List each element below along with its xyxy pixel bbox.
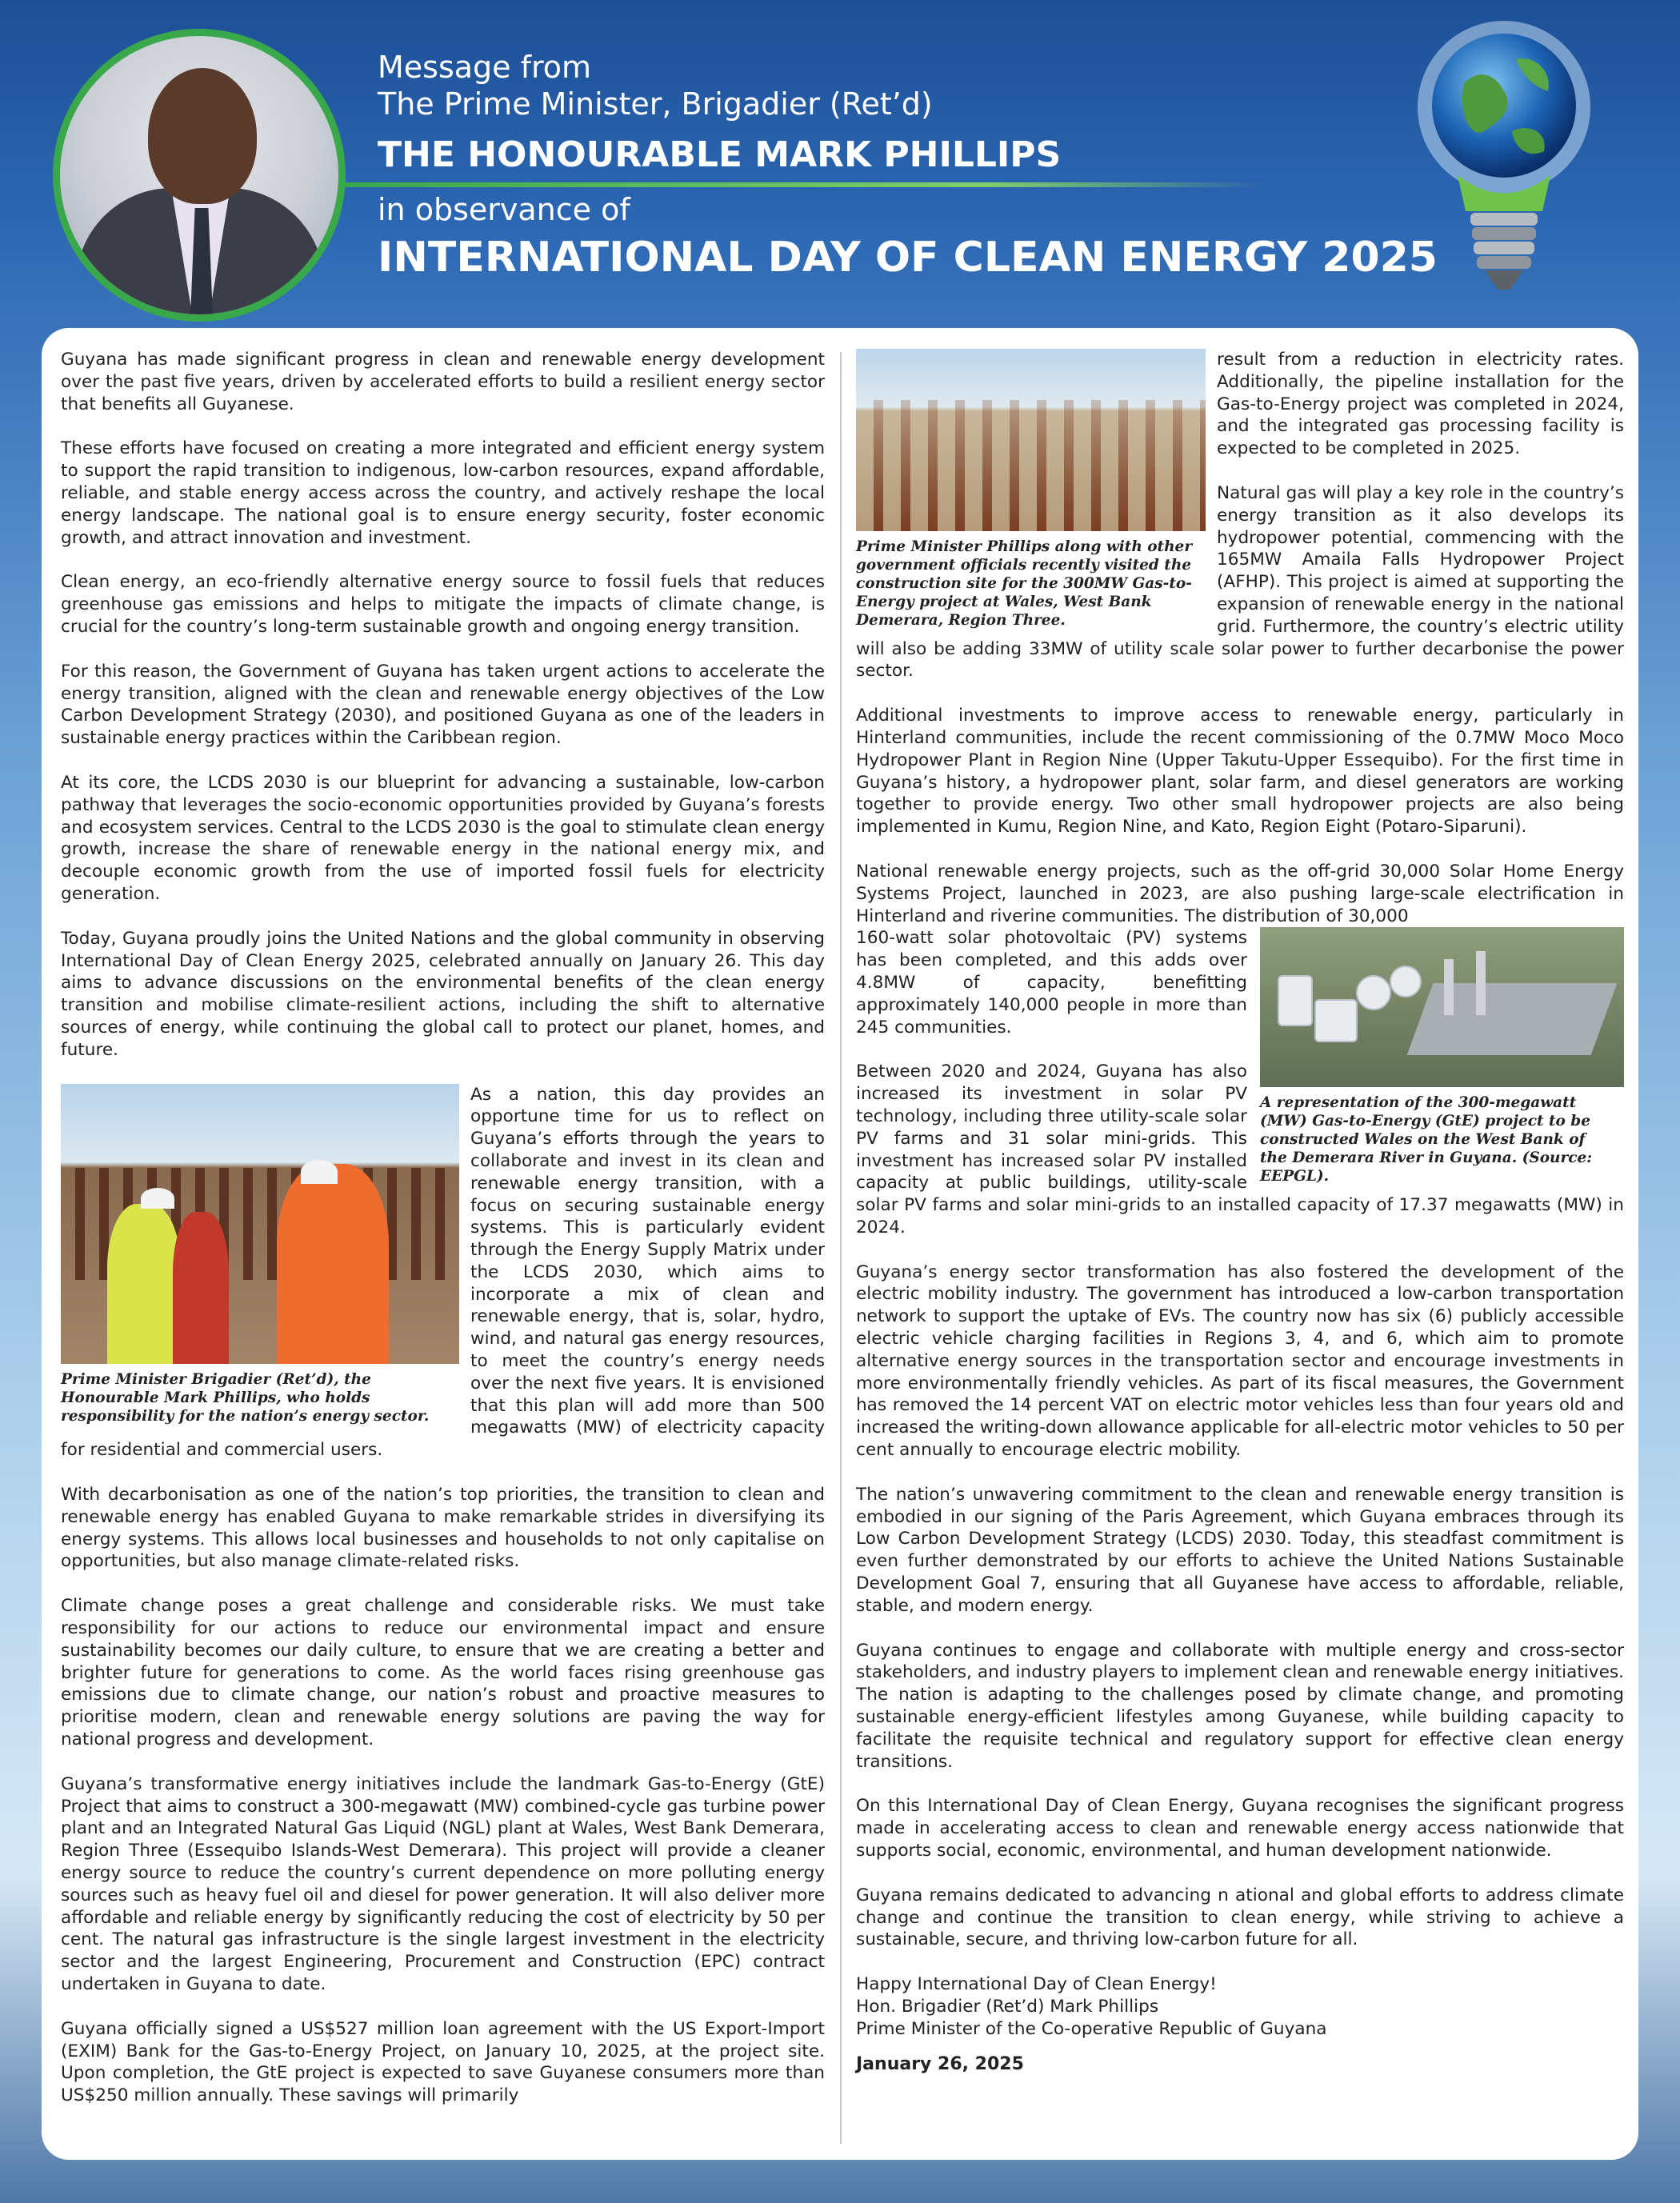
paragraph: National renewable energy projects, such as the off-grid 30,000 Solar Home Energy Systems Project, launched in 2023, are also pushing large-scale electrification in Hinterland and riverine communities. The distribution of 30,000	[856, 861, 1624, 926]
paragraph: On this International Day of Clean Energy, Guyana recognises the significant progress made in accelerating access to clean and renewable energy access nationwide that supports social, economic, environmental, and human development nationwide.	[856, 1796, 1624, 1861]
construction-photo-figure	[856, 349, 1206, 630]
observance-label: in observance of	[378, 192, 630, 227]
pm-title-line: The Prime Minister, Brigadier (Ret’d)	[378, 86, 933, 122]
paragraph: 160-watt solar photovoltaic (PV) systems has been completed, and this adds over 4.8MW of capacity, benefitting approximately 140,000 people in more than 245 communities.	[856, 928, 1247, 1038]
paragraph: For this reason, the Government of Guyana has taken urgent actions to accelerate the energy transition, aligned with the clean and renewable energy objectives of the Low Carbon Development Strategy (2030), and positioned Guyana as one of the leaders in sustainable energy practices within the Caribbean region.	[61, 661, 825, 749]
signoff-title: Prime Minister of the Co-operative Republic of Guyana	[856, 2018, 1327, 2039]
message-from-label: Message from	[378, 50, 592, 85]
paragraph: At its core, the LCDS 2030 is our blueprint for advancing a sustainable, low-carbon pathway that leverages the socio-economic opportunities provided by Guyana’s forests and ecosystem services. Central to the LCDS 2030 is the goal to stimulate clean energy growth, increase the share of renewable energy in the national energy mix, and decouple economic growth from the use of imported fossil fuels for electricity generation.	[61, 772, 825, 904]
paragraph: With decarbonisation as one of the nation’s top priorities, the transition to clean and renewable energy has enabled Guyana to make remarkable strides in diversifying its energy systems. This allows local businesses and households to not only capitalise on opportunities, but also manage climate-related risks.	[61, 1485, 825, 1572]
paragraph: Today, Guyana proudly joins the United Nations and the global community in observing International Day of Clean Energy 2025, celebrated annually on January 26. This day aims to advance discussions on the environmental benefits of the clean energy transition and mobilise climate-resilient actions, including the shift to alternative sources of energy, while continuing the global call to protect our planet, homes, and future.	[61, 928, 825, 1060]
paragraph: result from a reduction in electricity rates. Additionally, the pipeline installation for the Gas-to-Energy project was completed in 2024, and the integrated gas processing facility is expected to be completed in 2025.	[1217, 350, 1624, 459]
paragraph: Guyana’s transformative energy initiatives include the landmark Gas-to-Energy (GtE) Project that aims to construct a 300-megawatt (MW) combined-cycle gas turbine power plant and an Integrated Natural Gas Liquid (NGL) plant at Wales, West Bank Demerara, Region Three (Essequibo Islands-West Demerara). This project will provide a cleaner energy source to reduce the country’s current dependence on more polluting energy sources such as heavy fuel oil and diesel for power generation. It will also deliver more affordable and reliable energy by significantly reducing the cost of electricity by 50 per cent. The natural gas infrastructure is the single largest investment in the electricity sector and the largest Engineering, Procurement and Construction (EPC) contract undertaken in Guyana to date.	[61, 1773, 825, 1994]
gte-rendering-figure	[1260, 927, 1624, 1185]
paragraph: Additional investments to improve access to renewable energy, particularly in Hinterland communities, include the recent commissioning of the 0.7MW Moco Moco Hydropower Plant in Region Nine (Upper Takutu-Upper Essequibo). For the first time in Guyana’s history, a hydropower plant, solar farm, and diesel generators are working together to provide energy. Two other small hydropower projects are also being implemented in Kumu, Region Nine, and Kato, Region Eight (Potaro-Siparuni).	[856, 706, 1624, 838]
left-column	[61, 349, 825, 2129]
pm-site-visit-photo	[61, 1084, 459, 1364]
photo-caption: A representation of the 300-megawatt (MW) Gas-to-Energy (GtE) project to be constructed Wales on the West Bank of the Demerara River in Guyana. (Source: EEPGL).	[1260, 1094, 1593, 1185]
page-title: INTERNATIONAL DAY OF CLEAN ENERGY 2025	[378, 234, 1438, 282]
gte-plant-rendering	[1260, 927, 1624, 1087]
paragraph: Guyana’s energy sector transformation has also fostered the development of the electric mobility industry. The government has introduced a low-carbon transportation network to support the uptake of EVs. The country now has six (6) publicly accessible electric vehicle charging facilities in Regions 3, 4, and 6, which aim to promote alternative energy sources in the transportation sector and encourage investments in more environmentally friendly vehicles. As part of its fiscal measures, the Government has removed the 14 percent VAT on electric motor vehicles less than four years old and increased the writing-down allowance applicable for all-electric motor vehicles to 50 per cent annually to encourage electric mobility.	[856, 1261, 1624, 1461]
right-column	[856, 349, 1624, 2075]
photo-caption: Prime Minister Phillips along with other government officials recently visited the construction site for the 300MW Gas-to-Energy project at Wales, West Bank Demerara, Region Three.	[856, 538, 1193, 629]
paragraph: Guyana continues to engage and collaborate with multiple energy and cross-sector stakeholders, and industry players to implement clean and renewable energy initiatives. The nation is adapting to the challenges posed by climate change, and promoting sustainable energy-efficient lifestyles among Guyanese, while building capacity to facilitate the requisite technical and regulatory support for effective clean energy transitions.	[856, 1640, 1624, 1772]
paragraph: The nation’s unwavering commitment to the clean and renewable energy transition is embodied in our signing of the Paris Agreement, which Guyana embraces through its Low Carbon Development Strategy (LCDS) 2030. Today, this steadfast commitment is even further demonstrated by our efforts to achieve the United Nations Sustainable Development Goal 7, ensuring that all Guyanese have access to affordable, reliable, stable, and modern energy.	[856, 1484, 1624, 1616]
signoff-name: Hon. Brigadier (Ret’d) Mark Phillips	[856, 1997, 1159, 2017]
message-card	[42, 328, 1638, 2160]
paragraph: Clean energy, an eco-friendly alternative energy source to fossil fuels that reduces greenhouse gas emissions and helps to mitigate the impacts of climate change, is crucial for the country’s long-term sustainable growth and ongoing energy transition.	[61, 572, 825, 637]
header-banner	[0, 0, 1680, 336]
header-divider	[344, 182, 1264, 187]
pm-name-heading: THE HONOURABLE MARK PHILLIPS	[378, 134, 1062, 175]
globe-lightbulb-icon	[1408, 11, 1600, 315]
signoff-greeting: Happy International Day of Clean Energy!	[856, 1974, 1217, 1995]
construction-site-photo	[856, 349, 1206, 531]
paragraph: These efforts have focused on creating a more integrated and efficient energy system to support the rapid transition to indigenous, low-carbon resources, expand affordable, reliable, and stable energy access across the country, and actively reshape the local energy landscape. The national goal is to ensure energy security, foster economic growth, and attract innovation and investment.	[61, 438, 825, 548]
paragraph: As a nation, this day provides an opportune time for us to reflect on Guyana’s efforts through the years to collaborate and invest in its clean and renewable energy transition, with a focus on securing sustainable energy systems. This is particularly evident through the Energy Supply Matrix under the LCDS 2030, which aims to incorporate a mix of clean and renewable energy, that is, solar, hydro, wind, and natural gas energy resources, to meet the country’s energy needs over the next five years. It is envisioned that this plan will add more than 500 megawatts (MW) of electricity capacity for residential and commercial users.	[61, 1084, 825, 1461]
pm-site-photo-figure	[61, 1084, 459, 1425]
signoff-date: January 26, 2025	[856, 2053, 1024, 2074]
paragraph: Guyana officially signed a US$527 million loan agreement with the US Export-Import (EXIM) Bank for the Gas-to-Energy Project, on January 10, 2025, at the project site. Upon completion, the GtE project is expected to save Guyanese consumers more than US$250 million annually. These savings will primarily	[61, 2018, 825, 2106]
column-divider	[840, 352, 842, 2144]
paragraph: Between 2020 and 2024, Guyana has also increased its investment in solar PV technology, including three utility-scale solar PV farms and 31 solar mini-grids. This investment has increased solar PV installed capacity at public buildings, utility-scale solar PV farms and solar mini-grids to an installed capacity of 17.37 megawatts (MW) in 2024.	[856, 1062, 1624, 1237]
photo-caption: Prime Minister Brigadier (Ret’d), the Honourable Mark Phillips, who holds responsibility for the nation’s energy sector.	[61, 1370, 430, 1425]
paragraph: Natural gas will play a key role in the country’s energy transition as it also develops its hydropower potential, commencing with the 165MW Amaila Falls Hydropower Project (AFHP). This project is aimed at supporting the expansion of renewable energy in the national grid. Furthermore, the country’s electric utility will also be adding 33MW of utility scale solar power to further decarbonise the power sector.	[856, 482, 1624, 682]
signoff-block	[856, 1973, 1624, 2075]
paragraph: Guyana remains dedicated to advancing n ational and global efforts to address climate change and continue the transition to clean energy, while striving to achieve a sustainable, secure, and thriving low-carbon future for all.	[856, 1885, 1624, 1950]
paragraph: Guyana has made significant progress in clean and renewable energy development over the past five years, driven by accelerated efforts to build a resilient energy sector that benefits all Guyanese.	[61, 350, 825, 414]
prime-minister-portrait	[53, 29, 346, 322]
paragraph: Climate change poses a great challenge and considerable risks. We must take responsibility for our actions to reduce our environmental impact and ensure sustainability becomes our daily culture, to ensure that we are creating a better and brighter future for generations to come. As the world faces rising greenhouse gas emissions due to climate change, our nation’s robust and proactive measures to prioritise modern, clean and renewable energy solutions are paving the way for national progress and development.	[61, 1596, 825, 1750]
